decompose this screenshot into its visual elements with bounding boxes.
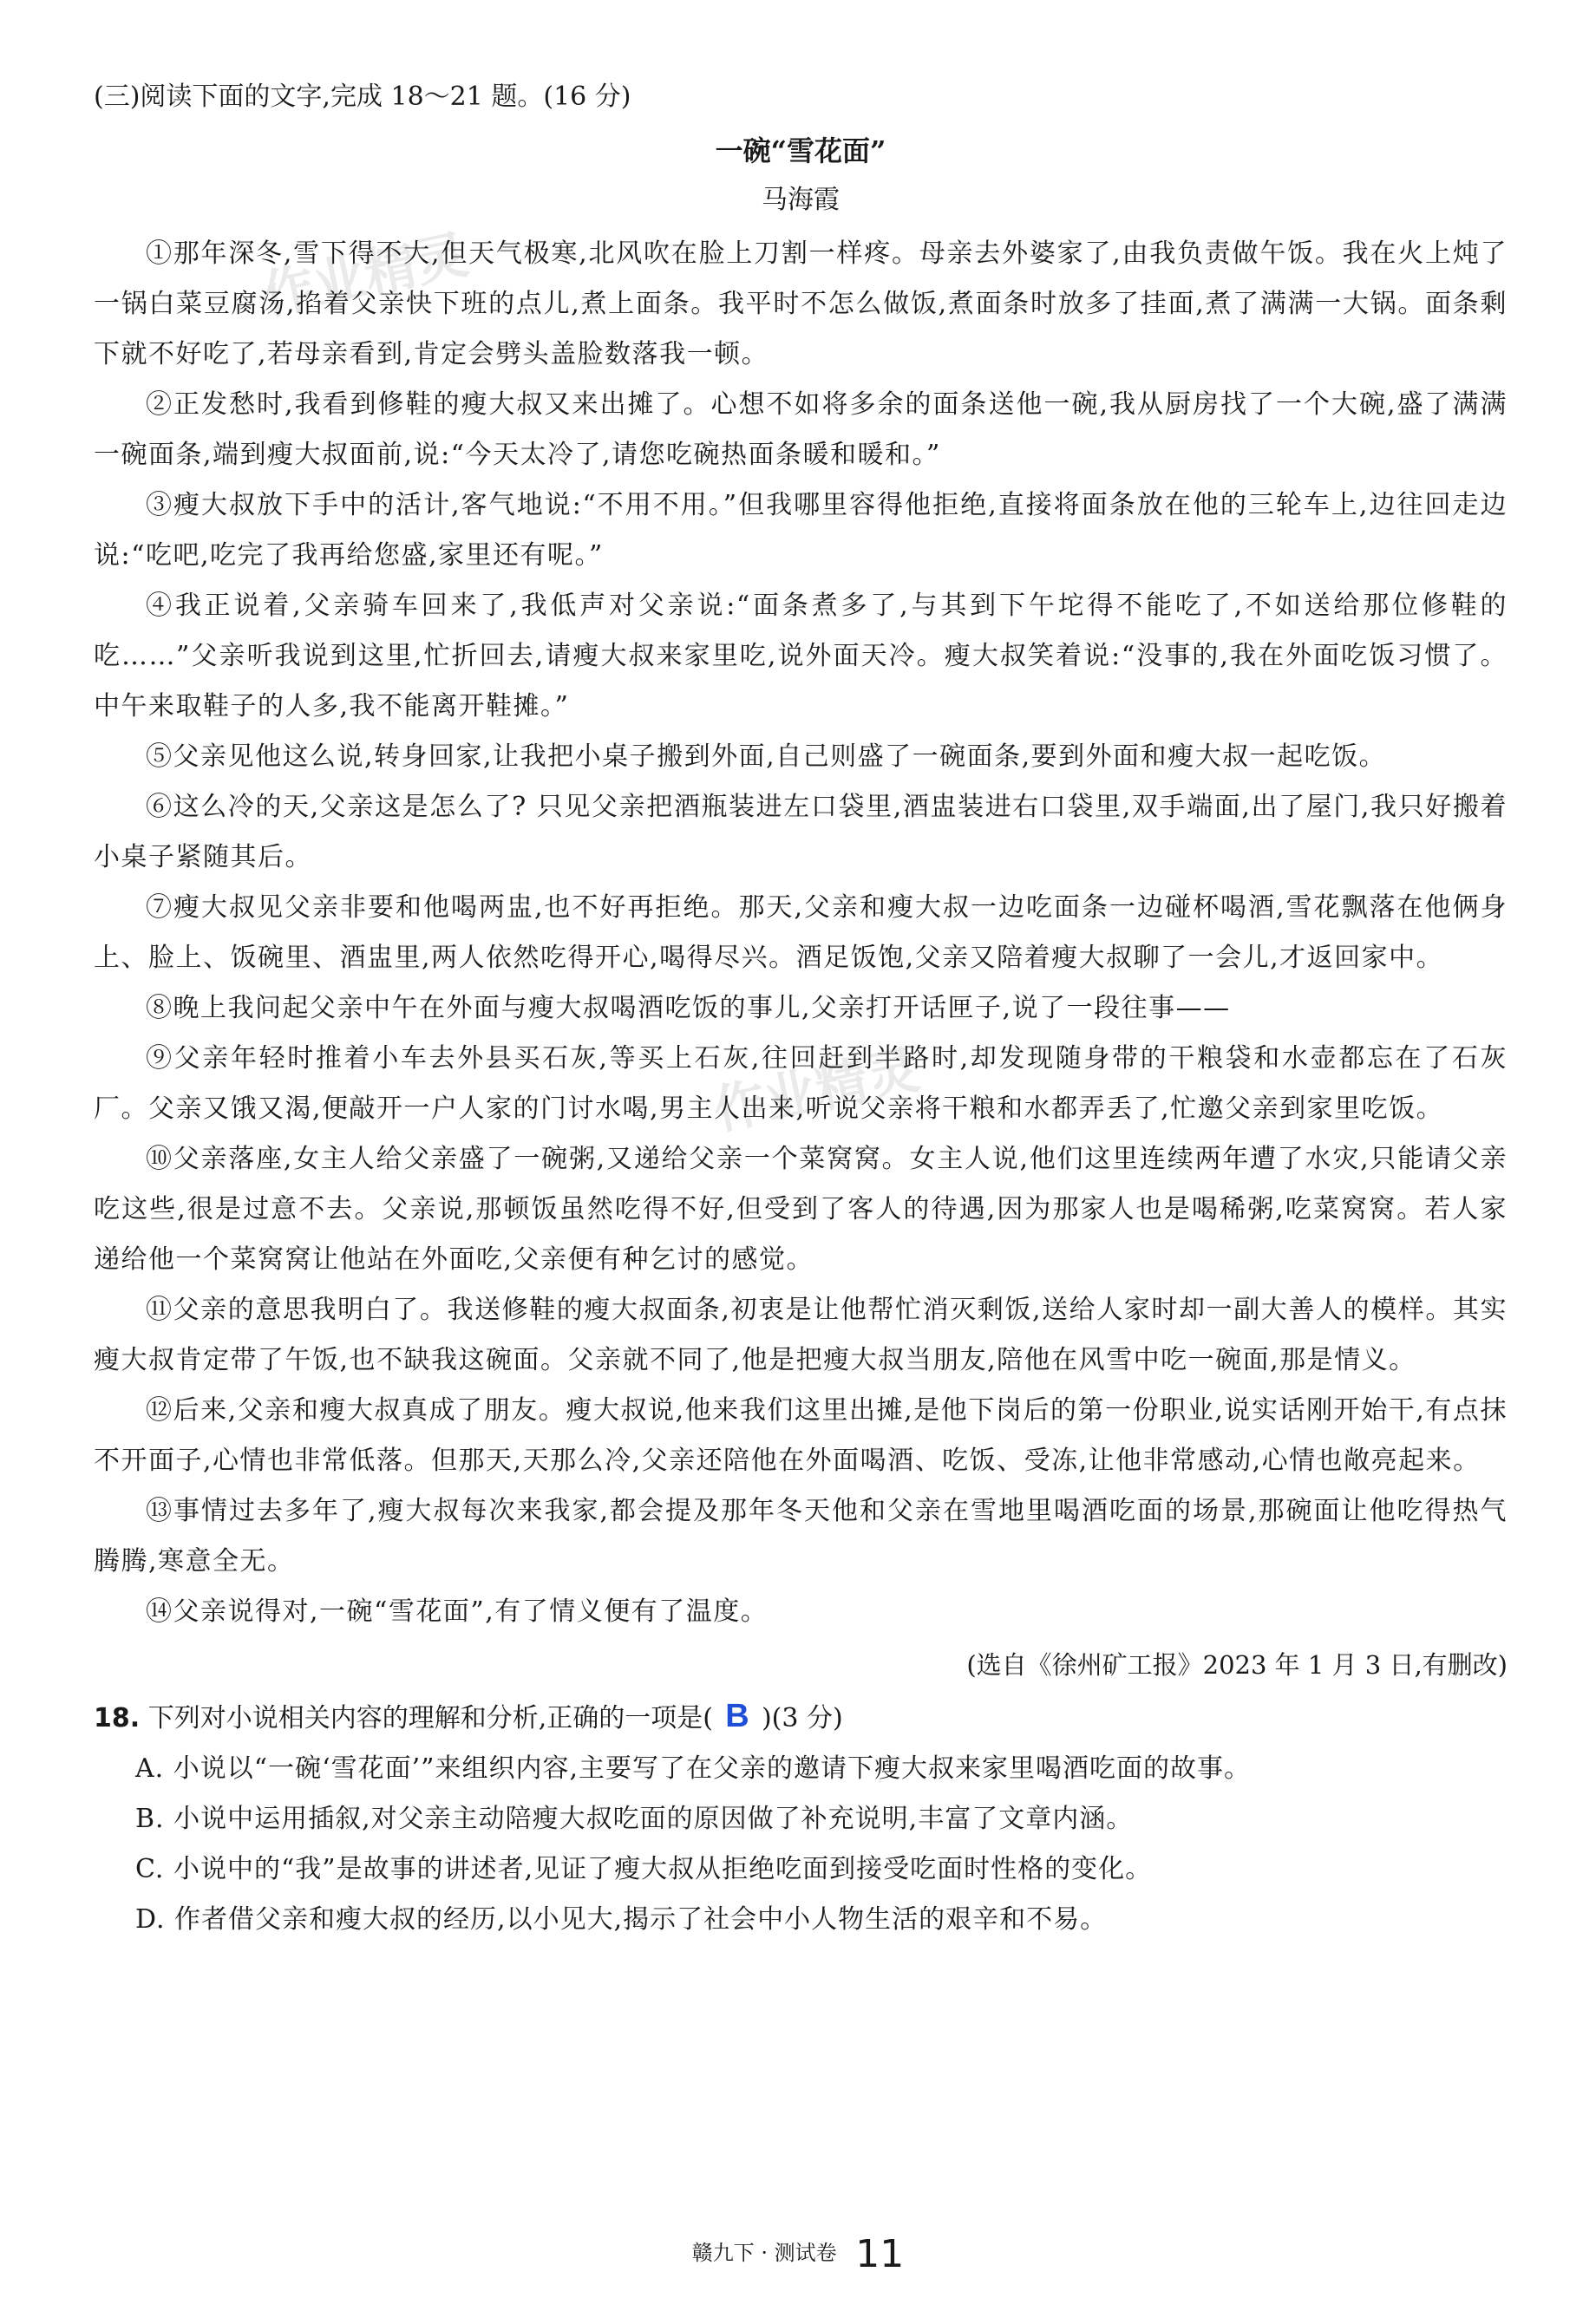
option-b: B. 小说中运用插叙,对父亲主动陪瘦大叔吃面的原因做了补充说明,丰富了文章内涵。 (135, 1804, 1134, 1834)
footer-label: 赣九下 · 测试卷 (691, 2241, 837, 2265)
page-footer (0, 2231, 1596, 2276)
article-author: 马海霞 (762, 185, 840, 215)
paragraph: ⑪父亲的意思我明白了。我送修鞋的瘦大叔面条,初衷是让他帮忙消灭剩饭,送给人家时却一副大善人的模样。其实瘦大叔肯定带了午饭,也不缺我这碗面。父亲就不同了,他是把瘦大叔当朋友,陪他在风雪中吃一碗面,那是情义。 (94, 1295, 1508, 1375)
page-number: 11 (855, 2231, 905, 2276)
paragraph: ⑧晚上我问起父亲中午在外面与瘦大叔喝酒吃饭的事儿,父亲打开话匣子,说了一段往事—— (146, 993, 1231, 1023)
question-18 (94, 1691, 1508, 1945)
paragraph: ⑩父亲落座,女主人给父亲盛了一碗粥,又递给父亲一个菜窝窝。女主人说,他们这里连续两年遭了水灾,只能请父亲吃这些,很是过意不去。父亲说,那顿饭虽然吃得不好,但受到了客人的待遇,因为那家人也是喝稀粥,吃菜窝窝。若人家递给他一个菜窝窝让他站在外面吃,父亲便有种乞讨的感觉。 (94, 1144, 1508, 1275)
watermark: 作业精灵 (708, 1039, 925, 1143)
option-a: A. 小说以“一碗‘雪花面’”来组织内容,主要写了在父亲的邀请下瘦大叔来家里喝酒吃面的故事。 (135, 1753, 1252, 1784)
article-title: 一碗“雪花面” (715, 134, 886, 167)
paragraph: ⑬事情过去多年了,瘦大叔每次来我家,都会提及那年冬天他和父亲在雪地里喝酒吃面的场景,那碗面让他吃得热气腾腾,寒意全无。 (94, 1496, 1508, 1577)
handwritten-answer: B (725, 1698, 749, 1734)
answer-blank (713, 1691, 762, 1744)
question-number: 18. (94, 1703, 141, 1733)
option-c: C. 小说中的“我”是故事的讲述者,见证了瘦大叔从拒绝吃面到接受吃面时性格的变化。 (135, 1854, 1153, 1884)
article-body (94, 229, 1508, 1637)
paragraph: ⑦瘦大叔见父亲非要和他喝两盅,也不好再拒绝。那天,父亲和瘦大叔一边吃面条一边碰杯喝酒,雪花飘落在他俩身上、脸上、饭碗里、酒盅里,两人依然吃得开心,喝得尽兴。酒足饭饱,父亲又陪着瘦大叔聊了一会儿,才返回家中。 (94, 892, 1508, 973)
paragraph: ③瘦大叔放下手中的活计,客气地说:“不用不用。”但我哪里容得他拒绝,直接将面条放在他的三轮车上,边往回走边说:“吃吧,吃完了我再给您盛,家里还有呢。” (94, 490, 1508, 571)
paragraph: ④我正说着,父亲骑车回来了,我低声对父亲说:“面条煮多了,与其到下午坨得不能吃了,不如送给那位修鞋的吃……”父亲听我说到这里,忙折回去,请瘦大叔来家里吃,说外面天冷。瘦大叔笑着说:“没事的,我在外面吃饭习惯了。中午来取鞋子的人多,我不能离开鞋摊。” (94, 591, 1508, 721)
watermark: 作业精灵 (257, 224, 474, 328)
question-stem-text: 下列对小说相关内容的理解和分析,正确的一项是( (147, 1703, 713, 1733)
paragraph: ②正发愁时,我看到修鞋的瘦大叔又来出摊了。心想不如将多余的面条送他一碗,我从厨房找了一个大碗,盛了满满一碗面条,端到瘦大叔面前,说:“今天太冷了,请您吃碗热面条暖和暖和。” (94, 389, 1508, 470)
section-heading: (三)阅读下面的文字,完成 18～21 题。(16 分) (94, 82, 631, 112)
paragraph: ⑥这么冷的天,父亲这是怎么了? 只见父亲把酒瓶装进左口袋里,酒盅装进右口袋里,双手端面,出了屋门,我只好搬着小桌子紧随其后。 (94, 792, 1508, 872)
paragraph: ⑭父亲说得对,一碗“雪花面”,有了情义便有了温度。 (146, 1596, 769, 1627)
option-d: D. 作者借父亲和瘦大叔的经历,以小见大,揭示了社会中小人物生活的艰辛和不易。 (135, 1904, 1108, 1935)
article-source: (选自《徐州矿工报》2023 年 1 月 3 日,有删改) (966, 1650, 1508, 1680)
question-score: )(3 分) (761, 1703, 843, 1733)
paragraph: ⑫后来,父亲和瘦大叔真成了朋友。瘦大叔说,他来我们这里出摊,是他下岗后的第一份职业,说实话刚开始干,有点抹不开面子,心情也非常低落。但那天,天那么冷,父亲还陪他在外面喝酒、吃饭、受冻,让他非常感动,心情也敞亮起来。 (94, 1395, 1508, 1476)
paragraph: ⑤父亲见他这么说,转身回家,让我把小桌子搬到外面,自己则盛了一碗面条,要到外面和瘦大叔一起吃饭。 (146, 741, 1387, 772)
paragraph: ①那年深冬,雪下得不大,但天气极寒,北风吹在脸上刀割一样疼。母亲去外婆家了,由我负责做午饭。我在火上炖了一锅白菜豆腐汤,掐着父亲快下班的点儿,煮上面条。我平时不怎么做饭,煮面条时放多了挂面,煮了满满一大锅。面条剩下就不好吃了,若母亲看到,肯定会劈头盖脸数落我一顿。 (94, 238, 1508, 369)
page-content (94, 76, 1508, 1945)
question-stem (94, 1691, 1508, 1744)
paragraph: ⑨父亲年轻时推着小车去外县买石灰,等买上石灰,往回赶到半路时,却发现随身带的干粮袋和水壶都忘在了石灰厂。父亲又饿又渴,便敲开一户人家的门讨水喝,男主人出来,听说父亲将干粮和水都弄丢了,忙邀父亲到家里吃饭。 (94, 1043, 1508, 1124)
